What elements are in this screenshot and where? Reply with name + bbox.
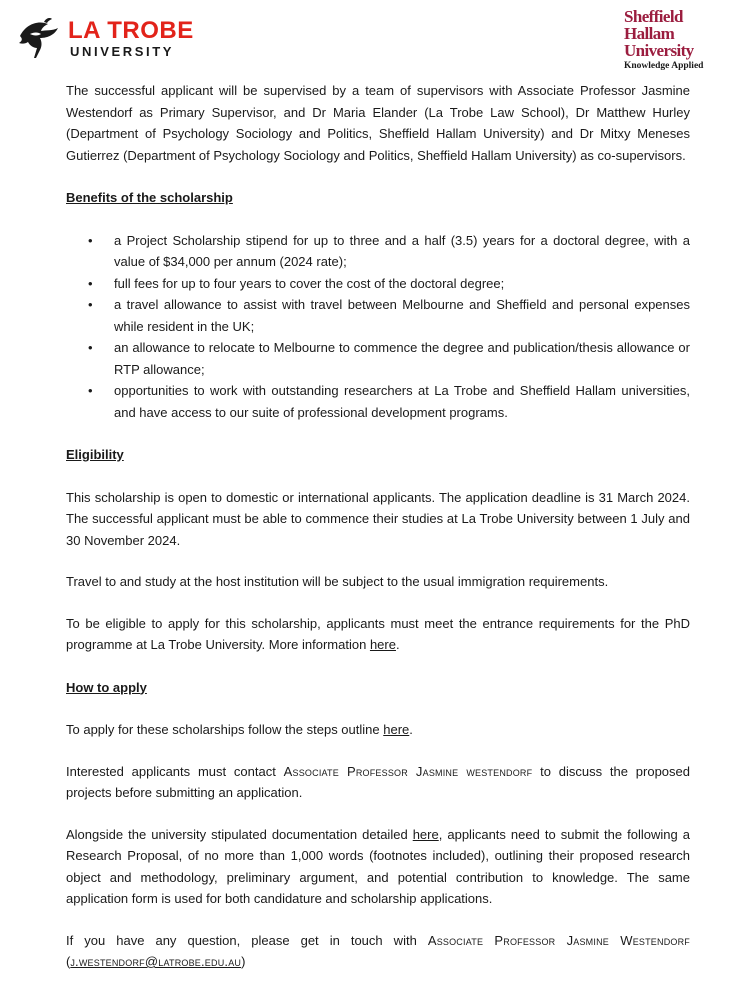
immigration-paragraph: Travel to and study at the host institution will be subject to the usual immigration requirements. [66,574,609,589]
entrance-requirements-paragraph: To be eligible to apply for this scholarship, applicants must meet the entrance requirements for the PhD programme at La Trobe University. More information here. [66,615,690,652]
sheffield-hallam-logo [624,8,716,72]
bullet-icon: • [88,297,93,312]
email-link[interactable]: j.westendorf@latrobe.edu.au [70,954,242,969]
apply-steps-link[interactable]: here [383,722,410,737]
la-trobe-university-text: UNIVERSITY [70,44,175,59]
contact-name: Associate Professor Jasmine Westendorf [427,932,690,948]
more-information-link[interactable]: here [369,637,396,652]
documentation-paragraph: Alongside the university stipulated documentation detailed here, applicants need to submit the following a Research Proposal, of no more than 1,000 words (footnotes included), outlining their proposed research object and methodology, preliminary argument, and potential contribution to knowledge. The same application form is used for both candidature and scholarship applications. [66,826,690,906]
documentation-link[interactable]: here [412,826,439,842]
bullet-icon: • [88,232,93,248]
eligibility-paragraph: This scholarship is open to domestic or international applicants. The application deadline is 31 March 2024. The successful applicant must be able to commence their studies at La Trobe University between 1 July and 30 November 2024. [66,489,690,548]
contact-paragraph: Interested applicants must contact Associate Professor Jasmine westendorf to discuss the proposed projects before submitting an application. [66,763,690,800]
supervision-paragraph: The successful applicant will be supervised by a team of supervisors with Associate Professor Jasmine Westendorf as Primary Supervisor, and Dr Maria Elander (La Trobe Law School), Dr Matthew Hurley (Department of Psychology Sociology and Politics, Sheffield Hallam University) and Dr Mitxy Meneses Gutierrez (Department of Psychology Sociology and Politics, Sheffield Hallam University) as co-supervisors. [66,83,690,163]
pelican-emblem-icon [16,14,62,60]
benefits-list [66,230,690,424]
shu-wordmark-line-1: Sheffield [624,7,683,26]
list-item: • a Project Scholarship stipend for up to three and a half (3.5) years for a doctoral degree, with a value of $34,000 per annum (2024 rate); [66,230,690,273]
apply-steps-paragraph: To apply for these scholarships follow the steps outline here. [66,722,413,737]
eligibility-heading: Eligibility [66,447,124,462]
bullet-icon: • [88,340,93,355]
list-item: • a travel allowance to assist with travel between Melbourne and Sheffield and personal expenses while resident in the UK; [66,294,690,337]
shu-wordmark-line-3: University [624,41,694,60]
list-item: • full fees for up to four years to cover the cost of the doctoral degree; [66,273,690,295]
page-header [0,0,740,80]
shu-wordmark-line-2: Hallam [624,24,675,43]
contact-name: Associate Professor Jasmine westendorf [283,763,533,779]
document-body [66,80,690,973]
how-to-apply-heading: How to apply [66,679,147,695]
la-trobe-logo [16,14,206,60]
shu-tagline: Knowledge Applied [624,61,704,71]
la-trobe-wordmark: LA TROBE [68,17,194,44]
bullet-icon: • [88,383,93,398]
questions-paragraph: If you have any question, please get in touch with Associate Professor Jasmine Westendorf (j.westendorf@latrobe.edu.au) [66,932,690,969]
bullet-icon: • [88,275,93,291]
benefits-heading: Benefits of the scholarship [66,190,233,205]
list-item: • an allowance to relocate to Melbourne to commence the degree and publication/thesis allowance or RTP allowance; [66,337,690,380]
list-item: • opportunities to work with outstanding researchers at La Trobe and Sheffield Hallam universities, and have access to our suite of professional development programs. [66,380,690,423]
